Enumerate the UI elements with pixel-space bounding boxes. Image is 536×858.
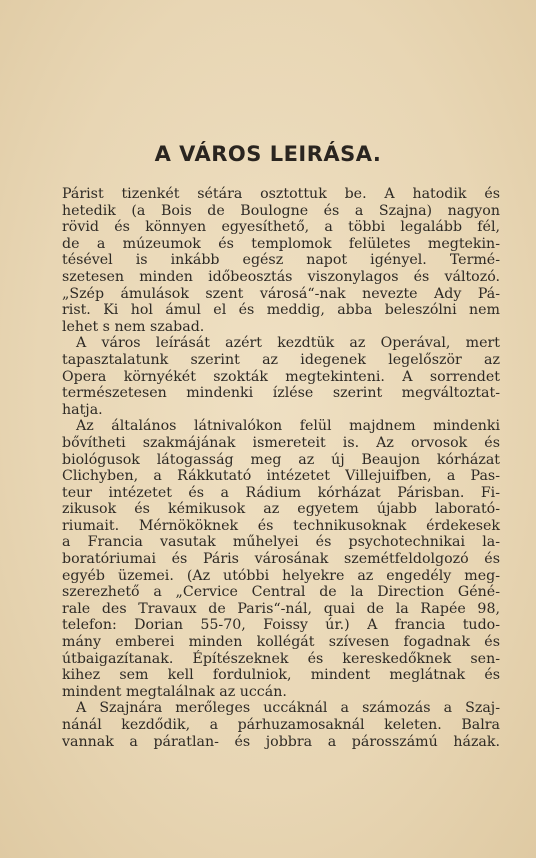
text-line: lehet s nem szabad. — [62, 318, 205, 335]
text-line: „Szép ámulások szent városá“-nak nevezte Ady Pá- — [62, 285, 500, 302]
text-line: hetedik (a Bois de Boulogne és a Szajna) nagyon — [62, 202, 500, 219]
text-line: tésével is inkább egész napot igényel. Termé- — [62, 252, 500, 269]
text-line: vannak a páratlan- és jobbra a párosszámú házak. — [62, 733, 500, 750]
text-line: zikusok és kémikusok az egyetem újabb laborató- — [62, 501, 500, 518]
text-line: rövid és könnyen egyesíthető, a többi legalább fél, — [62, 219, 500, 236]
text-line: Clichyben, a Rákkutató intézetet Villejuifben, a Pas- — [62, 468, 500, 485]
body-text — [62, 186, 500, 750]
text-line: boratóriumai és Páris városának szemétfeldolgozó és — [62, 551, 500, 568]
text-line: természetesen mindenki ízlése szerint megváltoztat- — [62, 385, 500, 402]
text-line: útbaigazítanak. Építészeknek és kereskedőknek sen- — [62, 650, 500, 667]
text-line: A város leírását azért kezdtük az Operával, mert — [76, 335, 500, 352]
text-line: telefon: Dorian 55-70, Foissy úr.) A francia tudo- — [62, 617, 500, 634]
text-line: mány emberei minden kollégát szívesen fogadnak és — [62, 634, 500, 651]
text-line: teur intézetet és a Rádium kórházat Párisban. Fi- — [62, 484, 500, 501]
text-line: A Szajnára merőleges uccáknál a számozás a Szaj- — [76, 700, 500, 717]
text-line: rist. Ki hol ámul el és meddig, abba beleszólni nem — [62, 302, 500, 319]
text-line: szetesen minden időbeosztás viszonylagos és változó. — [62, 268, 500, 285]
text-line: rale des Travaux de Paris“-nál, quai de la Rapée 98, — [62, 600, 500, 617]
text-line: Opera környékét szokták megtekinteni. A sorrendet — [62, 368, 500, 385]
text-line: riumait. Mérnököknek és technikusoknak érdekesek — [62, 517, 500, 534]
text-line: biológusok látogasság meg az új Beaujon kórházat — [62, 451, 500, 468]
text-line: kihez sem kell fordulniok, mindent meglátnak és — [62, 667, 500, 684]
text-line: mindent megtalálnak az uccán. — [62, 683, 287, 700]
text-line: szerezhető a „Cervice Central de la Direction Géné- — [62, 584, 500, 601]
text-line: Az általános látnivalókon felül majdnem mindenki — [76, 418, 500, 435]
text-line: nánál kezdődik, a párhuzamosaknál keleten. Balra — [62, 717, 500, 733]
page-title: A VÁROS LEIRÁSA. — [154, 142, 382, 166]
text-line: tapasztalatunk szerint az idegenek legelőször az — [62, 351, 500, 368]
text-line: bővítheti szakmájának ismereteit is. Az orvosok és — [62, 434, 500, 451]
text-line: egyéb üzemei. (Az utóbbi helyekre az engedély meg- — [62, 567, 500, 584]
text-line: de a múzeumok és templomok felületes megtekin- — [62, 235, 500, 252]
text-line: Párist tizenkét sétára osztottuk be. A hatodik és — [62, 186, 500, 202]
text-line: hatja. — [62, 401, 103, 418]
text-line: a Francia vasutak műhelyei és psychotechnikai la- — [62, 534, 500, 551]
